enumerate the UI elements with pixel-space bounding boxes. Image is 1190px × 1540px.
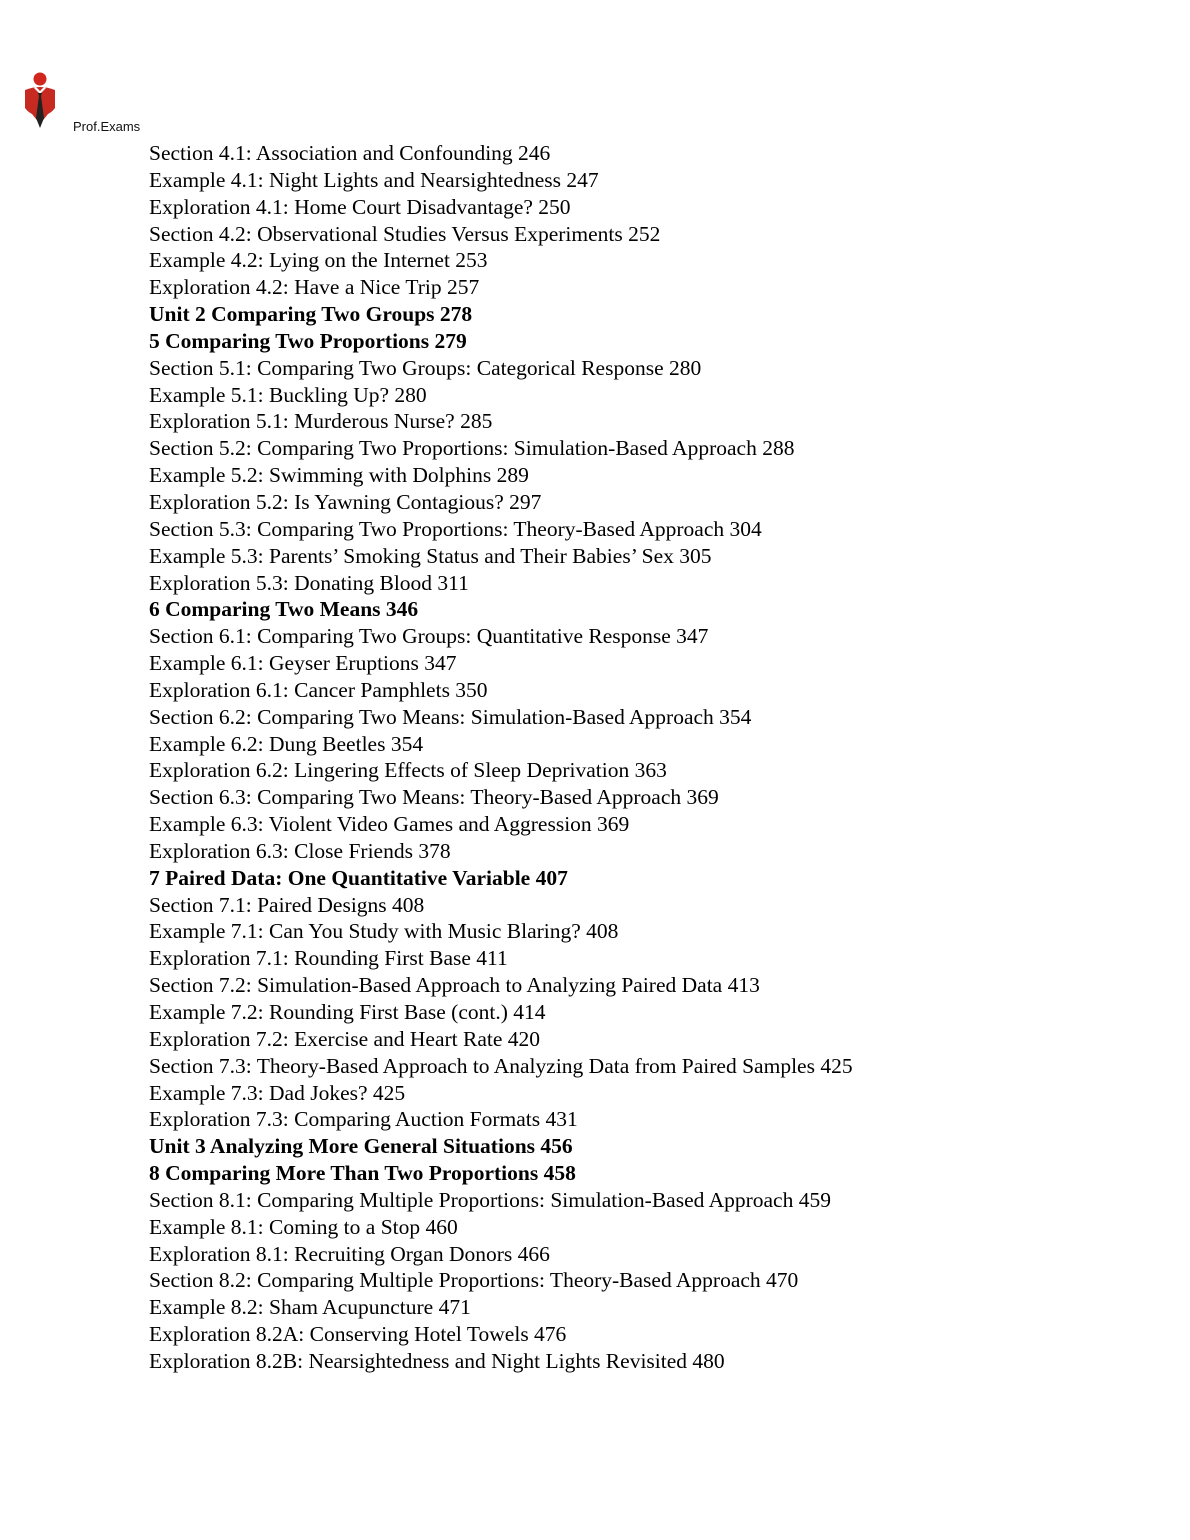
toc-heading: 5 Comparing Two Proportions 279: [149, 328, 467, 353]
toc-entry: Example 5.1: Buckling Up? 280: [149, 382, 427, 407]
toc-heading: 8 Comparing More Than Two Proportions 458: [149, 1161, 576, 1186]
table-of-contents: [149, 140, 853, 1375]
toc-entry: Example 6.3: Violent Video Games and Aggression 369: [149, 812, 630, 837]
toc-entry: Exploration 7.1: Rounding First Base 411: [149, 946, 508, 971]
toc-entry: Example 5.3: Parents’ Smoking Status and Their Babies’ Sex 305: [149, 543, 712, 568]
toc-entry: Exploration 7.3: Comparing Auction Formats 431: [149, 1107, 578, 1132]
toc-entry: Section 7.2: Simulation-Based Approach to Analyzing Paired Data 413: [149, 973, 760, 998]
toc-heading: 7 Paired Data: One Quantitative Variable 407: [149, 865, 568, 890]
toc-entry: Section 6.3: Comparing Two Means: Theory-Based Approach 369: [149, 785, 719, 810]
toc-entry: Exploration 8.2B: Nearsightedness and Night Lights Revisited 480: [149, 1348, 725, 1373]
toc-entry: Example 7.2: Rounding First Base (cont.) 414: [149, 1000, 546, 1024]
toc-entry: Section 5.1: Comparing Two Groups: Categorical Response 280: [149, 355, 702, 380]
toc-entry: Example 4.1: Night Lights and Nearsightedness 247: [149, 167, 599, 192]
toc-entry: Section 5.3: Comparing Two Proportions: Theory-Based Approach 304: [149, 516, 762, 541]
toc-entry: Exploration 6.1: Cancer Pamphlets 350: [149, 677, 488, 702]
logo-head: [34, 73, 47, 86]
toc-entry: Exploration 5.1: Murderous Nurse? 285: [149, 409, 493, 434]
toc-entry: Section 4.1: Association and Confounding 246: [149, 141, 551, 165]
toc-entry: Example 6.2: Dung Beetles 354: [149, 731, 424, 756]
toc-entry: Section 7.1: Paired Designs 408: [149, 892, 425, 917]
professional-person-icon: [22, 72, 58, 130]
toc-heading: 6 Comparing Two Means 346: [149, 597, 419, 622]
toc-entry: Example 8.1: Coming to a Stop 460: [149, 1214, 458, 1239]
toc-entry: Section 6.1: Comparing Two Groups: Quantitative Response 347: [149, 624, 709, 649]
toc-entry: Exploration 5.3: Donating Blood 311: [149, 570, 469, 595]
toc-entry: Example 4.2: Lying on the Internet 253: [149, 248, 488, 273]
toc-entry: Exploration 8.2A: Conserving Hotel Towels 476: [149, 1322, 567, 1347]
toc-heading: Unit 3 Analyzing More General Situations 456: [149, 1134, 573, 1159]
toc-entry: Exploration 4.1: Home Court Disadvantage? 250: [149, 194, 571, 219]
toc-entry: Exploration 8.1: Recruiting Organ Donors 466: [149, 1241, 550, 1266]
toc-entry: Section 8.2: Comparing Multiple Proportions: Theory-Based Approach 470: [149, 1268, 799, 1293]
toc-entry: Exploration 6.2: Lingering Effects of Sleep Deprivation 363: [149, 758, 667, 783]
toc-entry: Section 8.1: Comparing Multiple Proportions: Simulation-Based Approach 459: [149, 1187, 831, 1212]
toc-entry: Section 6.2: Comparing Two Means: Simulation-Based Approach 354: [149, 704, 752, 729]
toc-entry: Section 5.2: Comparing Two Proportions: Simulation-Based Approach 288: [149, 436, 795, 461]
toc-heading: Unit 2 Comparing Two Groups 278: [149, 302, 473, 327]
toc-entry: Example 7.1: Can You Study with Music Blaring? 408: [149, 919, 619, 944]
toc-entry: Exploration 6.3: Close Friends 378: [149, 838, 451, 863]
toc-entry: Example 7.3: Dad Jokes? 425: [149, 1080, 406, 1105]
toc-entry: Section 4.2: Observational Studies Versus Experiments 252: [149, 221, 661, 246]
toc-entry: Example 6.1: Geyser Eruptions 347: [149, 651, 457, 676]
toc-entry: Example 8.2: Sham Acupuncture 471: [149, 1295, 471, 1320]
toc-entry: Exploration 7.2: Exercise and Heart Rate 420: [149, 1026, 541, 1051]
toc-entry: Exploration 5.2: Is Yawning Contagious? 297: [149, 489, 542, 514]
toc-entry: Exploration 4.2: Have a Nice Trip 257: [149, 275, 480, 300]
toc-entry: Example 5.2: Swimming with Dolphins 289: [149, 463, 529, 488]
brand-text: Prof.Exams: [73, 119, 141, 134]
toc-entry: Section 7.3: Theory-Based Approach to Analyzing Data from Paired Samples 425: [149, 1053, 853, 1078]
